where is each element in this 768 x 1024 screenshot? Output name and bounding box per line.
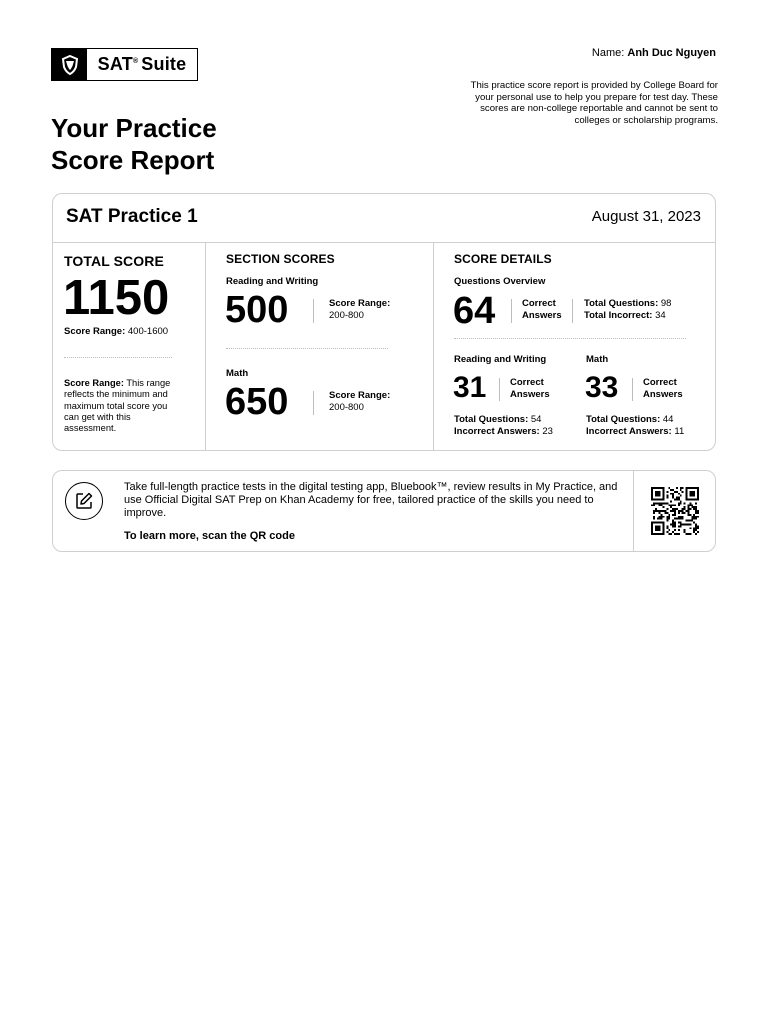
- student-name: Name: Anh Duc Nguyen: [591, 47, 716, 59]
- page-title: Your Practice Score Report: [51, 113, 217, 175]
- column-divider: [433, 242, 434, 450]
- separator: [572, 299, 573, 323]
- total-score-note: Score Range: This range reflects the minimum and maximum total score you can get with this assessment.: [64, 378, 171, 434]
- section-score: 650: [225, 381, 289, 423]
- detail-section-name: Math: [586, 354, 609, 365]
- separator: [511, 299, 512, 323]
- detail-section-name: Reading and Writing: [454, 354, 547, 365]
- questions-overview-label: Questions Overview: [454, 276, 546, 287]
- score-details-heading: SCORE DETAILS: [454, 252, 552, 266]
- section-score: 500: [225, 289, 289, 331]
- college-board-acorn-icon: [52, 49, 87, 80]
- section-range: Score Range: 200-800: [329, 390, 391, 413]
- sat-suite-logo: [51, 48, 198, 81]
- score-card: [52, 193, 716, 451]
- divider: [226, 348, 388, 349]
- detail-totals: Total Questions: 44 Incorrect Answers: 11: [586, 414, 685, 437]
- qr-container: [633, 471, 715, 551]
- section-scores-heading: SECTION SCORES: [226, 252, 335, 266]
- qr-code-icon[interactable]: [651, 487, 699, 535]
- section-name: Reading and Writing: [226, 276, 319, 287]
- detail-correct-count: 31: [453, 371, 487, 404]
- correct-answers-label: Correct Answers: [510, 377, 550, 400]
- disclaimer-text: This practice score report is provided by College Board for your personal use to help you prepare for test day. These scores are non-college reportable and cannot be sent to colleges or scholarship programs.: [470, 80, 718, 126]
- total-score-heading: TOTAL SCORE: [64, 253, 164, 269]
- section-name: Math: [226, 368, 249, 379]
- detail-totals: Total Questions: 54 Incorrect Answers: 23: [454, 414, 553, 437]
- practice-info-box: [52, 470, 716, 552]
- info-text: Take full-length practice tests in the digital testing app, Bluebook™, review results in My Practice, and use Official Digital SAT Prep on Khan Academy for free, tailored practice of the skills you need to improve.: [124, 481, 618, 519]
- info-cta: To learn more, scan the QR code: [124, 530, 295, 542]
- test-date: August 31, 2023: [591, 208, 701, 225]
- divider: [64, 357, 172, 358]
- separator: [499, 378, 500, 401]
- overview-correct-count: 64: [453, 290, 496, 332]
- total-score-value: 1150: [63, 271, 170, 325]
- column-divider: [205, 242, 206, 450]
- test-name: SAT Practice 1: [66, 206, 198, 227]
- separator: [632, 378, 633, 401]
- divider: [454, 338, 686, 339]
- total-score-range: Score Range: 400-1600: [64, 326, 169, 337]
- separator: [313, 299, 314, 323]
- logo-wordmark: SAT ® Suite: [97, 54, 187, 74]
- separator: [313, 391, 314, 415]
- section-range: Score Range: 200-800: [329, 298, 391, 321]
- edit-icon: [65, 482, 103, 520]
- detail-correct-count: 33: [585, 371, 619, 404]
- card-header: [53, 194, 715, 243]
- overview-totals: Total Questions: 98 Total Incorrect: 34: [584, 298, 672, 321]
- correct-answers-label: Correct Answers: [522, 298, 562, 321]
- correct-answers-label: Correct Answers: [643, 377, 683, 400]
